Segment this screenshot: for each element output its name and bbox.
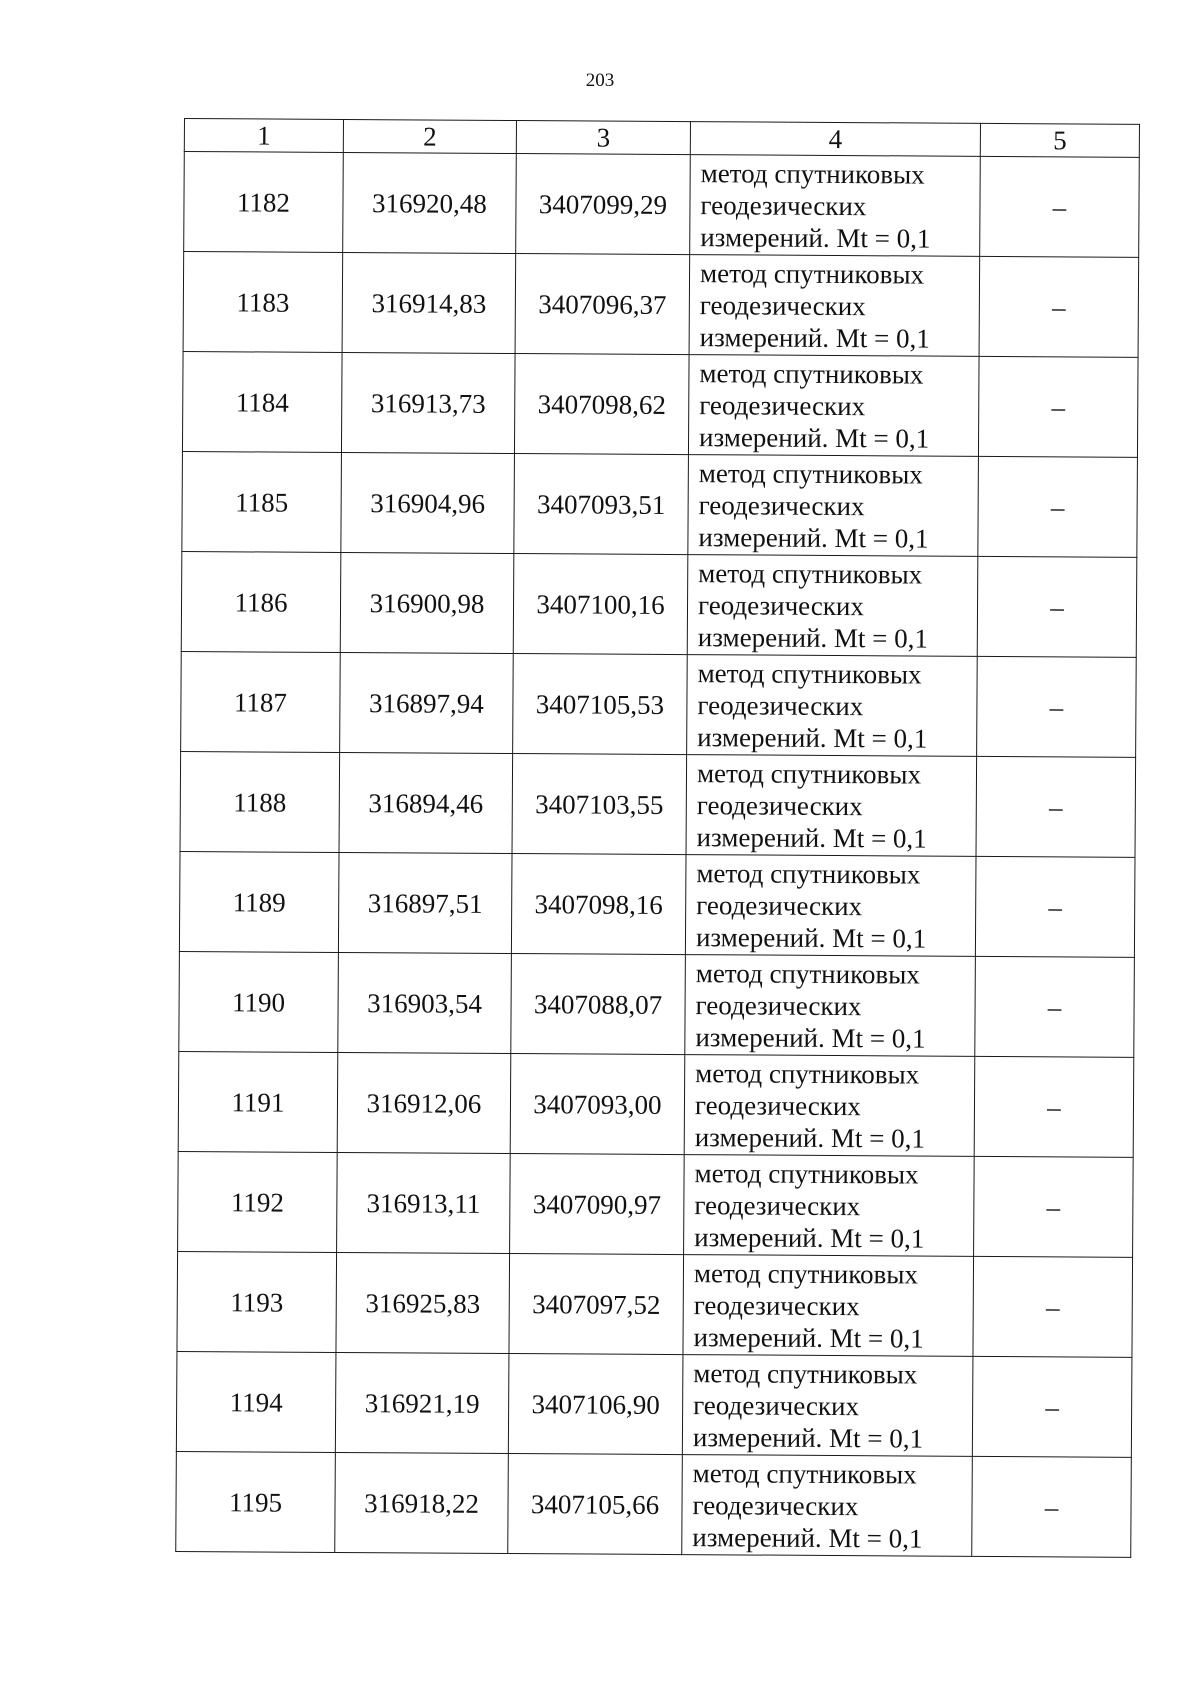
- table-row: [180, 751, 1136, 857]
- table-body: [176, 152, 1140, 1558]
- y-coordinate-cell: 3407093,51: [514, 454, 689, 555]
- point-number-cell: 1191: [178, 1051, 338, 1152]
- x-coordinate-cell: 316920,48: [343, 152, 517, 253]
- y-coordinate-cell: 3407096,37: [515, 254, 690, 355]
- y-coordinate-cell: 3407097,52: [509, 1254, 684, 1355]
- method-line: измерений. Mt = 0,1: [698, 421, 930, 454]
- method-line: геодезических: [695, 989, 862, 1021]
- table-row: [178, 1151, 1134, 1257]
- method-line: метод спутниковых: [699, 357, 924, 390]
- point-number-cell: 1185: [182, 451, 342, 552]
- x-coordinate-cell: 316913,73: [341, 352, 515, 453]
- method-cell: [682, 1455, 973, 1557]
- method-line: измерений. Mt = 0,1: [693, 1321, 924, 1354]
- page-number: 203: [585, 70, 615, 91]
- table-row: [177, 1251, 1133, 1357]
- method-line: геодезических: [694, 1189, 861, 1221]
- method-line: измерений. Mt = 0,1: [700, 221, 931, 254]
- column-header-1: 1: [184, 119, 343, 153]
- method-line: метод спутниковых: [695, 1057, 920, 1090]
- note-cell: –: [977, 556, 1137, 657]
- method-line: метод спутниковых: [698, 457, 923, 490]
- table-row: [182, 451, 1138, 557]
- point-number-cell: 1186: [181, 551, 341, 652]
- note-cell: –: [975, 856, 1135, 957]
- y-coordinate-cell: 3407100,16: [513, 554, 688, 655]
- method-line: метод спутниковых: [693, 1257, 919, 1290]
- method-line: измерений. Mt = 0,1: [698, 521, 929, 554]
- table-row: [184, 152, 1140, 258]
- method-cell: [682, 1355, 973, 1457]
- table-row: [178, 1051, 1134, 1157]
- method-cell: [689, 255, 980, 357]
- point-number-cell: 1190: [179, 951, 339, 1052]
- coordinates-table-container: [175, 118, 1140, 1558]
- y-coordinate-cell: 3407093,00: [510, 1054, 685, 1155]
- note-cell: –: [979, 256, 1139, 357]
- note-cell: –: [978, 356, 1138, 457]
- method-line: измерений. Mt = 0,1: [696, 821, 927, 854]
- method-line: геодезических: [697, 689, 864, 721]
- method-line: метод спутниковых: [698, 557, 923, 590]
- method-line: измерений. Mt = 0,1: [692, 1421, 924, 1454]
- table-row: [183, 252, 1139, 358]
- method-cell: [686, 755, 977, 857]
- note-cell: –: [977, 656, 1137, 757]
- x-coordinate-cell: 316900,98: [340, 552, 514, 653]
- x-coordinate-cell: 316918,22: [335, 1452, 509, 1553]
- method-line: геодезических: [693, 1289, 860, 1321]
- method-line: измерений. Mt = 0,1: [695, 921, 927, 954]
- y-coordinate-cell: 3407106,90: [508, 1354, 683, 1455]
- method-line: измерений. Mt = 0,1: [692, 1521, 923, 1554]
- note-cell: –: [976, 756, 1136, 857]
- method-cell: [685, 955, 976, 1057]
- method-cell: [688, 455, 979, 557]
- method-line: измерений. Mt = 0,1: [699, 321, 930, 354]
- method-line: метод спутниковых: [696, 857, 921, 890]
- x-coordinate-cell: 316897,51: [338, 852, 512, 953]
- method-line: геодезических: [696, 789, 863, 821]
- point-number-cell: 1188: [180, 751, 340, 852]
- method-line: метод спутниковых: [700, 157, 925, 190]
- y-coordinate-cell: 3407090,97: [510, 1154, 685, 1255]
- note-cell: –: [974, 1056, 1134, 1157]
- column-header-5: 5: [980, 123, 1139, 157]
- table-row: [182, 351, 1138, 457]
- method-cell: [687, 655, 978, 757]
- method-line: измерений. Mt = 0,1: [697, 621, 929, 654]
- note-cell: –: [974, 1156, 1134, 1257]
- method-line: геодезических: [697, 589, 865, 621]
- method-line: измерений. Mt = 0,1: [697, 721, 928, 754]
- point-number-cell: 1184: [182, 351, 342, 452]
- table-row: [179, 951, 1135, 1057]
- method-line: геодезических: [693, 1389, 860, 1421]
- x-coordinate-cell: 316897,94: [340, 652, 514, 753]
- column-header-4: 4: [690, 122, 980, 157]
- method-line: геодезических: [700, 189, 867, 221]
- method-cell: [684, 1155, 975, 1257]
- method-line: метод спутниковых: [697, 657, 922, 690]
- note-cell: –: [980, 156, 1140, 257]
- point-number-cell: 1183: [183, 252, 343, 353]
- method-line: измерений. Mt = 0,1: [694, 1121, 925, 1154]
- x-coordinate-cell: 316921,19: [335, 1352, 509, 1453]
- point-number-cell: 1194: [176, 1351, 336, 1452]
- point-number-cell: 1193: [177, 1251, 337, 1352]
- note-cell: –: [972, 1456, 1132, 1557]
- method-cell: [684, 1055, 975, 1157]
- method-line: измерений. Mt = 0,1: [694, 1221, 925, 1254]
- y-coordinate-cell: 3407098,16: [511, 854, 686, 955]
- table-row: [176, 1351, 1132, 1457]
- x-coordinate-cell: 316903,54: [338, 952, 512, 1053]
- method-line: геодезических: [699, 389, 866, 421]
- x-coordinate-cell: 316925,83: [336, 1252, 510, 1353]
- method-line: метод спутниковых: [699, 257, 925, 290]
- point-number-cell: 1189: [179, 851, 339, 952]
- method-cell: [683, 1255, 974, 1357]
- y-coordinate-cell: 3407105,66: [508, 1454, 683, 1555]
- method-cell: [685, 855, 976, 957]
- column-header-2: 2: [343, 119, 516, 153]
- x-coordinate-cell: 316913,11: [337, 1152, 511, 1253]
- table-row: [179, 851, 1135, 957]
- table-row: [176, 1451, 1132, 1557]
- method-line: геодезических: [698, 489, 865, 521]
- x-coordinate-cell: 316914,83: [342, 252, 516, 353]
- point-number-cell: 1187: [181, 651, 341, 752]
- method-line: геодезических: [694, 1089, 861, 1121]
- note-cell: –: [978, 456, 1138, 557]
- method-line: геодезических: [696, 889, 863, 921]
- point-number-cell: 1192: [178, 1151, 338, 1252]
- method-line: метод спутниковых: [693, 1357, 918, 1390]
- method-line: метод спутниковых: [696, 757, 922, 790]
- method-line: геодезических: [699, 289, 866, 321]
- column-header-3: 3: [516, 121, 690, 155]
- method-line: измерений. Mt = 0,1: [695, 1021, 926, 1054]
- method-cell: [690, 155, 981, 257]
- method-line: метод спутниковых: [692, 1457, 917, 1490]
- x-coordinate-cell: 316904,96: [341, 452, 515, 553]
- method-line: метод спутниковых: [694, 1157, 919, 1190]
- method-cell: [688, 355, 979, 457]
- note-cell: –: [975, 956, 1135, 1057]
- y-coordinate-cell: 3407099,29: [516, 154, 691, 255]
- table-row: [181, 551, 1137, 657]
- x-coordinate-cell: 316894,46: [339, 752, 513, 853]
- point-number-cell: 1182: [184, 152, 344, 253]
- coordinates-table: [175, 118, 1140, 1558]
- note-cell: –: [972, 1356, 1132, 1457]
- y-coordinate-cell: 3407088,07: [511, 954, 686, 1055]
- point-number-cell: 1195: [176, 1451, 336, 1552]
- x-coordinate-cell: 316912,06: [337, 1052, 511, 1153]
- method-cell: [687, 555, 978, 657]
- method-line: геодезических: [692, 1489, 859, 1521]
- y-coordinate-cell: 3407103,55: [512, 754, 687, 855]
- method-line: метод спутниковых: [695, 957, 920, 990]
- y-coordinate-cell: 3407098,62: [514, 354, 689, 455]
- y-coordinate-cell: 3407105,53: [513, 654, 688, 755]
- table-row: [181, 651, 1137, 757]
- note-cell: –: [973, 1256, 1133, 1357]
